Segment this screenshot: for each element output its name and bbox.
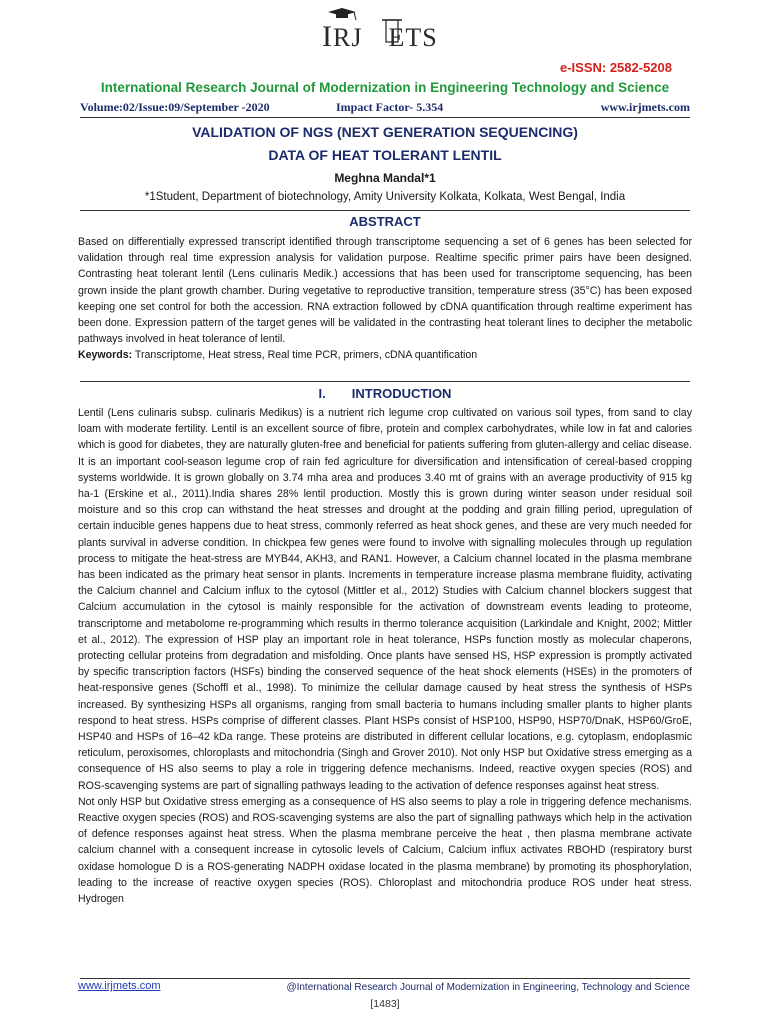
paper-title-line2: DATA OF HEAT TOLERANT LENTIL — [268, 147, 502, 163]
logo-letter-i: I — [322, 20, 333, 53]
footer-copyright: @International Research Journal of Modernization in Engineering, Technology and Science — [286, 982, 690, 993]
impact-factor: Impact Factor- 5.354 — [336, 100, 444, 114]
logo-letters-rj: RJ — [333, 23, 363, 52]
header-divider — [80, 117, 690, 118]
paper-title-line1: VALIDATION OF NGS (NEXT GENERATION SEQUENCING) — [192, 124, 578, 140]
footer-divider — [80, 978, 690, 979]
abstract-text: Based on differentially expressed transcript identified through transcriptome sequencing a set of 6 genes has been selected for validation through real time expression analysis for validation purpose. Realtime specific primer pairs have been designed. Contrasting heat tolerant lentil (Lens culinaris Medik.) accessions that has been used for transcriptome sequencing, has been grown inside the plant growth chamber. During vegetative to reproductive transition, temperature stress (35°C) has been exposed keeping one set control for both the accession. RNA extraction followed by cDNA quantification through realtime experiment has been done. Expression pattern of the target genes will be validated in the contrasting heat tolerant lines to decipher the metabolic pathways involved in heat tolerance of lentil. — [78, 236, 692, 346]
author-affiliation: *1Student, Department of biotechnology, Amity University Kolkata, Kolkata, West Bengal, India — [144, 191, 626, 203]
abstract-heading: ABSTRACT — [349, 214, 421, 229]
footer-website-link[interactable]: www.irjmets.com — [78, 980, 161, 992]
keywords-label: Keywords: — [78, 349, 133, 362]
logo-wordmark — [322, 20, 438, 54]
logo-letter-e: E — [388, 23, 406, 52]
header-website: www.irjmets.com — [600, 100, 690, 114]
section-title: INTRODUCTION — [351, 386, 452, 401]
keywords-line — [78, 347, 692, 363]
abstract-body — [78, 234, 692, 364]
intro-paragraph-1: Lentil (Lens culinaris subsp. culinaris Medikus) is a nutrient rich legume crop cultivated on various soil types, from sand to clay loam with moderate fertility. Lentil is an excellent source of fibre, protein and complex carbohydrates, while low in fat and calories which is good for diabetes, they are naturally gluten-free and beneficial for patients suffering from gluten-allergy and celiac disease. It is an important cool-season legume crop of rain fed agriculture for diversification and intensification of cereal-based cropping systems worldwide. It is grown globally on 3.74 mha area and produces 3.40 mt of grains with an average productivity of 915 kg ha-1 (Erskine et al., 2011).India shares 28% lentil production. Mostly this is grown during winter season under residual soil moisture and so this crop can withstand the heat stresses and drought at the podding and grain filling period, upregulation of certain inducible genes happens due to heat stress, commonly referred as heat shock genes, and these are very much needed for plants survival in adverse condition. In chickpea few genes were found to involve with signalling molecules through up regulation process to mitigate the heat-stress are MYB44, AKH3, and RAN1. However, a Calcium channel located in the plasma membrane has been indicated as the primary heat sensor in plants. Increments in temperature increase plasma membrane fluidity, activating the Calcium channel and Calcium influx to the cytosol (Mittler et al., 2012) Studies with Calcium channel blockers suggest that Calcium accumulation in the cytosol is mainly responsible for the activation of downstream events leading to proteome, transcriptome and metabolome re-programming which results in thermo tolerance acquisition (Larkindale and Knight, 2002; Mittler et al., 2012). The expression of HSP play an important role in heat tolerance, HSPs function mostly as molecular chaperons, protecting cellular proteins from degradation and misfolding. Once plants have sensed HS, HSP expression is promptly activated by specific transcription factors (HSFs) binding the conserved sequence of the heat shock elements (HSEs) in the promoters of heat-responsive genes (Schoffl et al., 1998). To minimize the cellular damage caused by heat stress the synthesis of HSPs increased. By synthesizing HSPs all organisms, ranging from small bacteria to humans including smaller plants to higher plants respond to heat stress. HSPs comprise of different classes. Plant HSPs consist of HSP100, HSP90, HSP70/DnaK, HSP60/GroE, HSP40 and HSPs of 16–42 kDa range. These proteins are distributed in different cellular locations, e.g. cytoplasm, endoplasmic reticulum, peroxisomes, chloroplasts and mitochondria (Singh and Grover 2010). Not only HSP but Oxidative stress emerging as a consequence of HS also seems to play a role in triggering defence mechanisms. Indeed, reactive oxygen species (ROS) and ROS-scavenging systems are part of signalling pathways leading to the activation of defence responses against heat stress. — [78, 407, 693, 792]
section-number: I. — [318, 386, 326, 401]
abstract-divider — [80, 381, 690, 382]
volume-issue: Volume:02/Issue:09/September -2020 — [80, 100, 270, 114]
journal-name: International Research Journal of Modernization in Engineering Technology and Science — [100, 80, 670, 95]
intro-heading — [0, 386, 770, 401]
keywords-list: Transcriptome, Heat stress, Real time PCR, primers, cDNA quantification — [132, 349, 478, 362]
intro-paragraph-2: Not only HSP but Oxidative stress emerging as a consequence of HS also seems to play a role in triggering defence mechanisms. Reactive oxygen species (ROS) and ROS-scavenging systems are also the part of signalling pathways which help in the activation of defence responses against heat stress. When the plasma membrane perceive the heat , then plasma membrane activate calcium channel with a consequent increase in cytosolic levels of Calcium, Calcium influx activates RBOHD (respiratory burst oxidase homologue D is a ROS-generating NADPH oxidase located in the plasma membrane) by promoting its phosphorylation, leading to the increase of reactive oxygen species (ROS). Chloroplast and mitochondria produce ROS under heat stress. Hydrogen — [78, 795, 692, 906]
intro-body — [78, 405, 692, 907]
page-number: [1483] — [370, 998, 400, 1010]
logo-letters-ts: TS — [405, 23, 438, 52]
issn: e-ISSN: 2582-5208 — [559, 60, 672, 75]
author-name: Meghna Mandal*1 — [334, 171, 436, 185]
affiliation-divider — [80, 210, 690, 211]
issue-info-line — [80, 100, 690, 116]
